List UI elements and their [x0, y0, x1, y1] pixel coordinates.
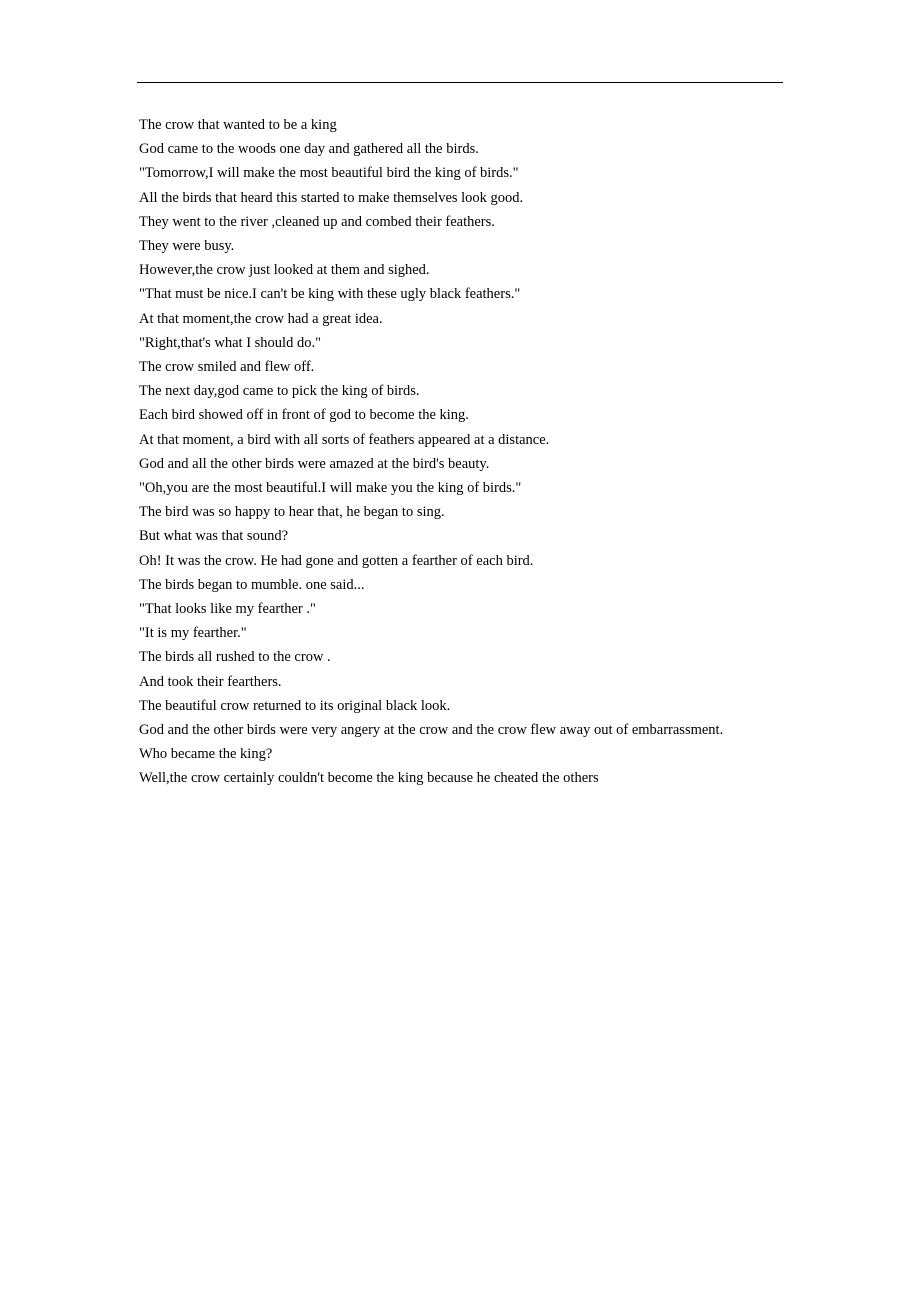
story-line: The beautiful crow returned to its original black look.	[139, 697, 451, 714]
story-line: God and the other birds were very angery at the crow and the crow flew away out of embarrassment.	[139, 722, 724, 739]
story-line: God came to the woods one day and gathered all the birds.	[139, 141, 479, 158]
story-line: The birds all rushed to the crow .	[139, 649, 331, 666]
story-line: All the birds that heard this started to make themselves look good.	[139, 189, 524, 206]
story-line: But what was that sound?	[139, 528, 289, 545]
story-line: At that moment,the crow had a great idea.	[139, 310, 383, 327]
story-line: "That looks like my fearther ."	[139, 601, 316, 618]
story-title: The crow that wanted to be a king	[139, 117, 337, 133]
story-line: The bird was so happy to hear that, he began to sing.	[139, 504, 445, 521]
story-line: The next day,god came to pick the king of birds.	[139, 383, 420, 400]
story-line: They were busy.	[139, 238, 235, 255]
story-line: At that moment, a bird with all sorts of feathers appeared at a distance.	[139, 431, 550, 448]
story-line: God and all the other birds were amazed at the bird's beauty.	[139, 455, 490, 472]
story-line: Each bird showed off in front of god to become the king.	[139, 407, 469, 424]
story-line: Who became the king?	[139, 746, 273, 763]
story-line: Well,the crow certainly couldn't become the king because he cheated the others	[139, 770, 599, 787]
story-line: However,the crow just looked at them and sighed.	[139, 262, 430, 279]
story-text	[139, 113, 781, 791]
story-line: "That must be nice.I can't be king with these ugly black feathers."	[139, 286, 521, 303]
story-line: The crow smiled and flew off.	[139, 359, 315, 376]
header-rule	[137, 82, 783, 83]
story-line: The birds began to mumble. one said...	[139, 576, 365, 593]
story-line: And took their fearthers.	[139, 673, 282, 690]
story-line: They went to the river ,cleaned up and combed their feathers.	[139, 213, 495, 230]
story-line: Oh! It was the crow. He had gone and gotten a fearther of each bird.	[139, 552, 534, 569]
story-line: "Tomorrow,I will make the most beautiful bird the king of birds."	[139, 165, 519, 182]
story-line: "Right,that's what I should do."	[139, 334, 322, 351]
story-line: "It is my fearther."	[139, 625, 247, 642]
story-line: "Oh,you are the most beautiful.I will make you the king of birds."	[139, 480, 522, 497]
